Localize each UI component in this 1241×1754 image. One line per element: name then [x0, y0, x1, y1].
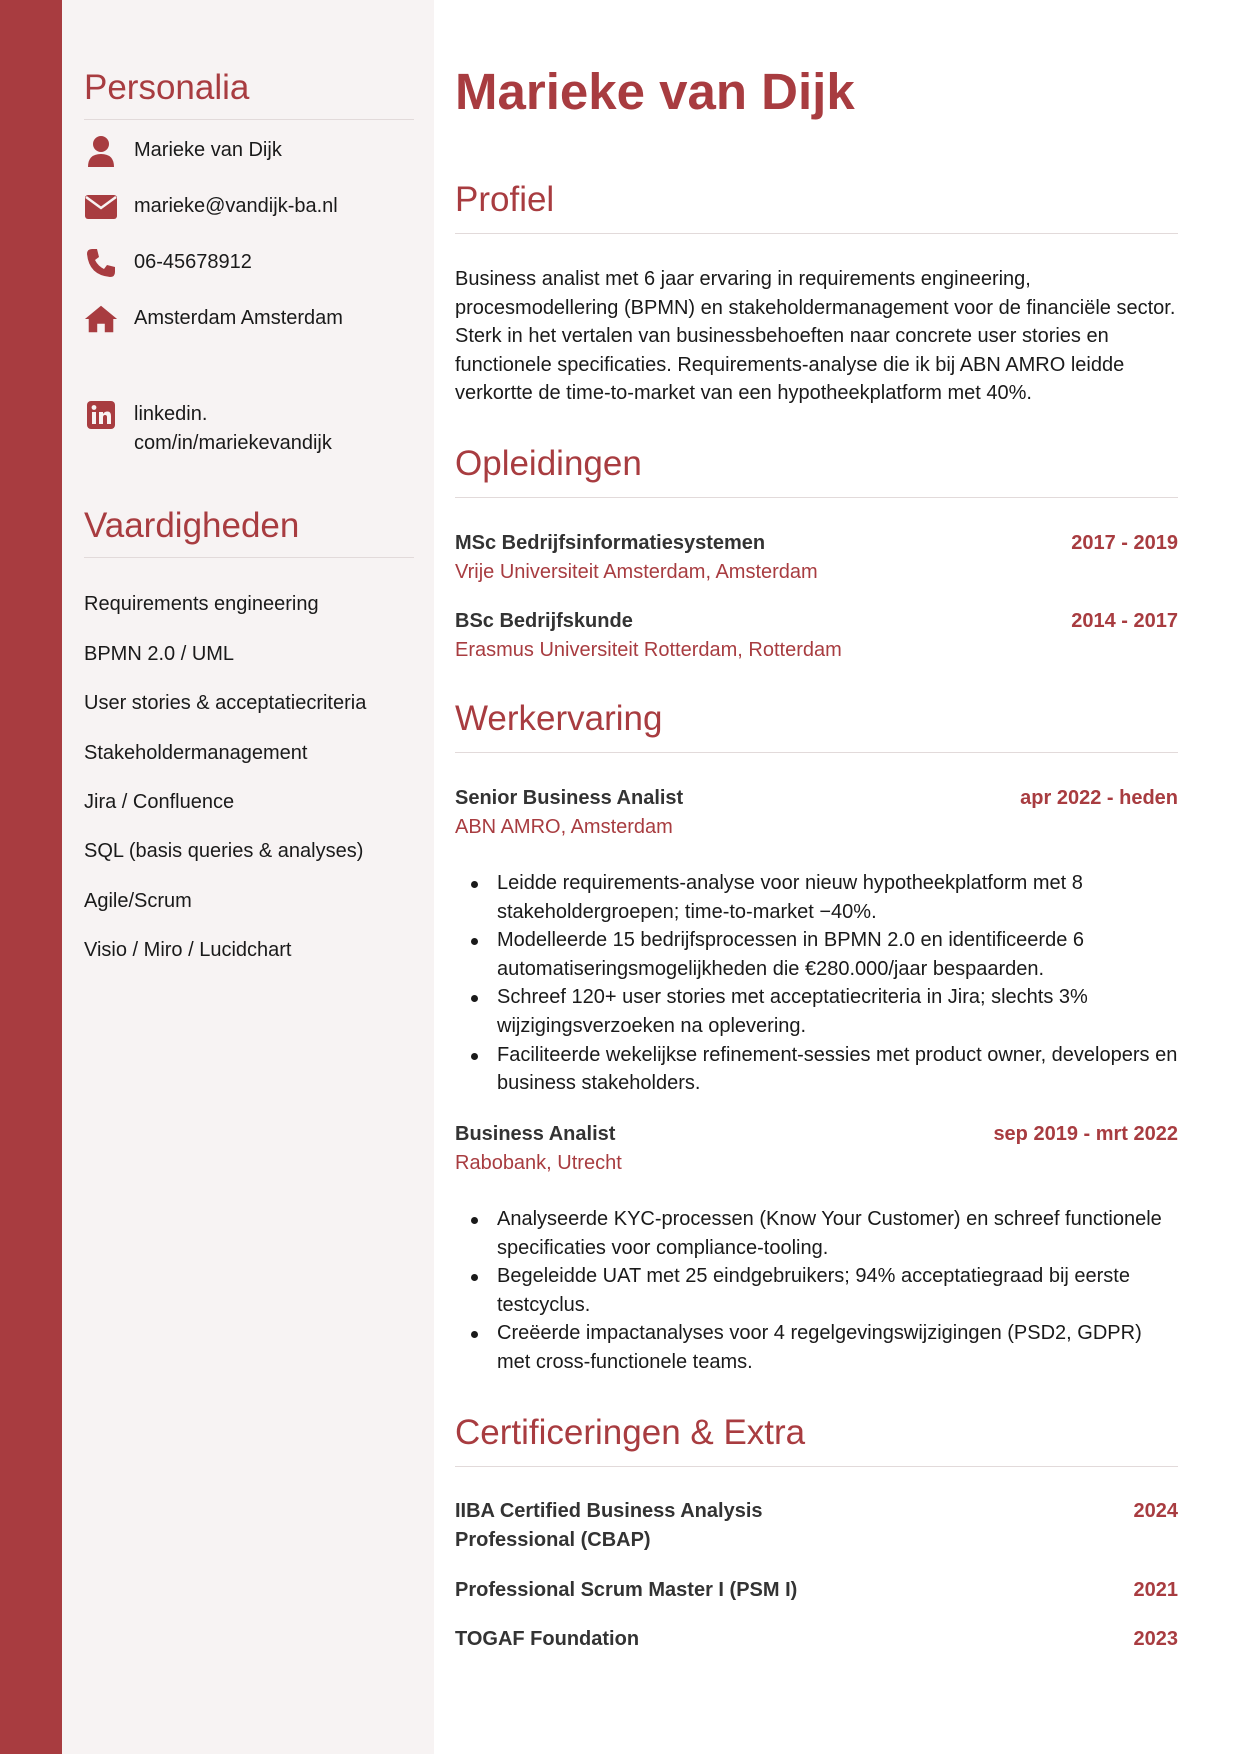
envelope-icon: [84, 192, 118, 222]
job-period: sep 2019 - mrt 2022: [993, 1123, 1178, 1145]
degree: MSc Bedrijfsinformatiesystemen: [455, 532, 766, 554]
certification-entry: [455, 1497, 1178, 1554]
experience-entry: [455, 784, 1178, 841]
contact-location: [84, 304, 414, 334]
experience-heading: Werkervaring: [455, 701, 1178, 753]
experience-bullets: [455, 869, 1178, 1098]
contact-email[interactable]: [84, 192, 414, 222]
job-title: Senior Business Analist: [455, 787, 684, 809]
company: Rabobank, Utrecht: [455, 1151, 622, 1174]
bullet-item: Faciliteerde wekelijkse refinement-sessies met product owner, developers en business stakeholders.: [497, 1041, 1178, 1098]
contact-name-text: Marieke van Dijk: [134, 139, 282, 161]
certification-year: 2021: [1133, 1579, 1178, 1601]
certification-title-line: Professional (CBAP): [455, 1528, 651, 1551]
accent-stripe: [0, 0, 62, 1754]
skill-item: Jira / Confluence: [84, 791, 235, 813]
experience-entry: [455, 1120, 1178, 1177]
bullet-item: Modelleerde 15 bedrijfsprocessen in BPMN 2.0 en identificeerde 6 automatiseringsmogelijkheden die €280.000/jaar bespaarden.: [497, 926, 1178, 983]
certification-entry: [455, 1625, 1178, 1654]
certification-entry: [455, 1576, 1178, 1605]
bullet-item: Analyseerde KYC-processen (Know Your Customer) en schreef functionele specificaties voor compliance-tooling.: [497, 1205, 1178, 1262]
skill-item: BPMN 2.0 / UML: [84, 643, 235, 665]
contact-linkedin-text[interactable]: [134, 400, 424, 458]
bullet-item: Creëerde impactanalyses voor 4 regelgevingswijzigingen (PSD2, GDPR) met cross-functionele teams.: [497, 1319, 1178, 1376]
degree: BSc Bedrijfskunde: [455, 610, 633, 632]
skill-item: Agile/Scrum: [84, 890, 192, 912]
education-period: 2017 - 2019: [1071, 532, 1178, 554]
home-icon: [84, 304, 118, 334]
certification-title: Professional Scrum Master I (PSM I): [455, 1579, 798, 1601]
certifications-heading: Certificeringen & Extra: [455, 1415, 1178, 1467]
contact-phone[interactable]: [84, 248, 414, 278]
skill-item: Visio / Miro / Lucidchart: [84, 939, 292, 961]
bullet-item: Begeleidde UAT met 25 eindgebruikers; 94% acceptatiegraad bij eerste testcyclus.: [497, 1262, 1178, 1319]
person-icon: [84, 136, 118, 166]
bullet-item: Schreef 120+ user stories met acceptatiecriteria in Jira; slechts 3% wijzigingsverzoeken na oplevering.: [497, 983, 1178, 1040]
certification-title-line: IIBA Certified Business Analysis: [455, 1500, 763, 1522]
certification-year: 2024: [1133, 1500, 1178, 1522]
profile-text: Business analist met 6 jaar ervaring in requirements engineering, procesmodellering (BPMN) en stakeholdermanagement voor de financiële sector. Sterk in het vertalen van businessbehoeften naar concrete user stories en functionele specificaties. Requirements-analyse die ik bij ABN AMRO leidde verkortte de time-to-market van een hypotheekplatform met 40%.: [455, 268, 1176, 405]
certification-year: 2023: [1133, 1628, 1178, 1650]
skill-item: User stories & acceptatiecriteria: [84, 692, 367, 714]
job-title: Business Analist: [455, 1123, 616, 1145]
bullet-item: Leidde requirements-analyse voor nieuw hypotheekplatform met 8 stakeholdergroepen; time-to-market −40%.: [497, 869, 1178, 926]
certification-title: [455, 1497, 1178, 1554]
personalia-heading: Personalia: [84, 70, 414, 120]
skill-item: Requirements engineering: [84, 593, 319, 615]
certification-title: TOGAF Foundation: [455, 1628, 640, 1650]
education-entry: [455, 607, 1178, 664]
skill-item: Stakeholdermanagement: [84, 742, 308, 764]
contact-phone-text[interactable]: 06-45678912: [134, 251, 252, 273]
contact-email-text[interactable]: marieke@vandijk-ba.nl: [134, 195, 338, 217]
candidate-name: Marieke van Dijk: [455, 63, 855, 120]
linkedin-line-2[interactable]: com/in/mariekevandijk: [134, 432, 332, 454]
contact-name: [84, 136, 414, 166]
school: Vrije Universiteit Amsterdam, Amsterdam: [455, 560, 818, 583]
contact-location-text: Amsterdam Amsterdam: [134, 307, 343, 329]
phone-icon: [84, 248, 118, 278]
education-entry: [455, 529, 1178, 586]
experience-bullets: [455, 1205, 1178, 1377]
skills-heading: Vaardigheden: [84, 508, 414, 558]
skill-item: SQL (basis queries & analyses): [84, 840, 364, 862]
linkedin-icon: [84, 400, 118, 430]
job-period: apr 2022 - heden: [1020, 787, 1178, 809]
education-period: 2014 - 2017: [1071, 610, 1178, 632]
linkedin-line-1[interactable]: linkedin.: [134, 403, 208, 425]
company: ABN AMRO, Amsterdam: [455, 815, 673, 838]
profile-heading: Profiel: [455, 182, 1178, 234]
school: Erasmus Universiteit Rotterdam, Rotterdam: [455, 638, 842, 661]
education-heading: Opleidingen: [455, 446, 1178, 498]
